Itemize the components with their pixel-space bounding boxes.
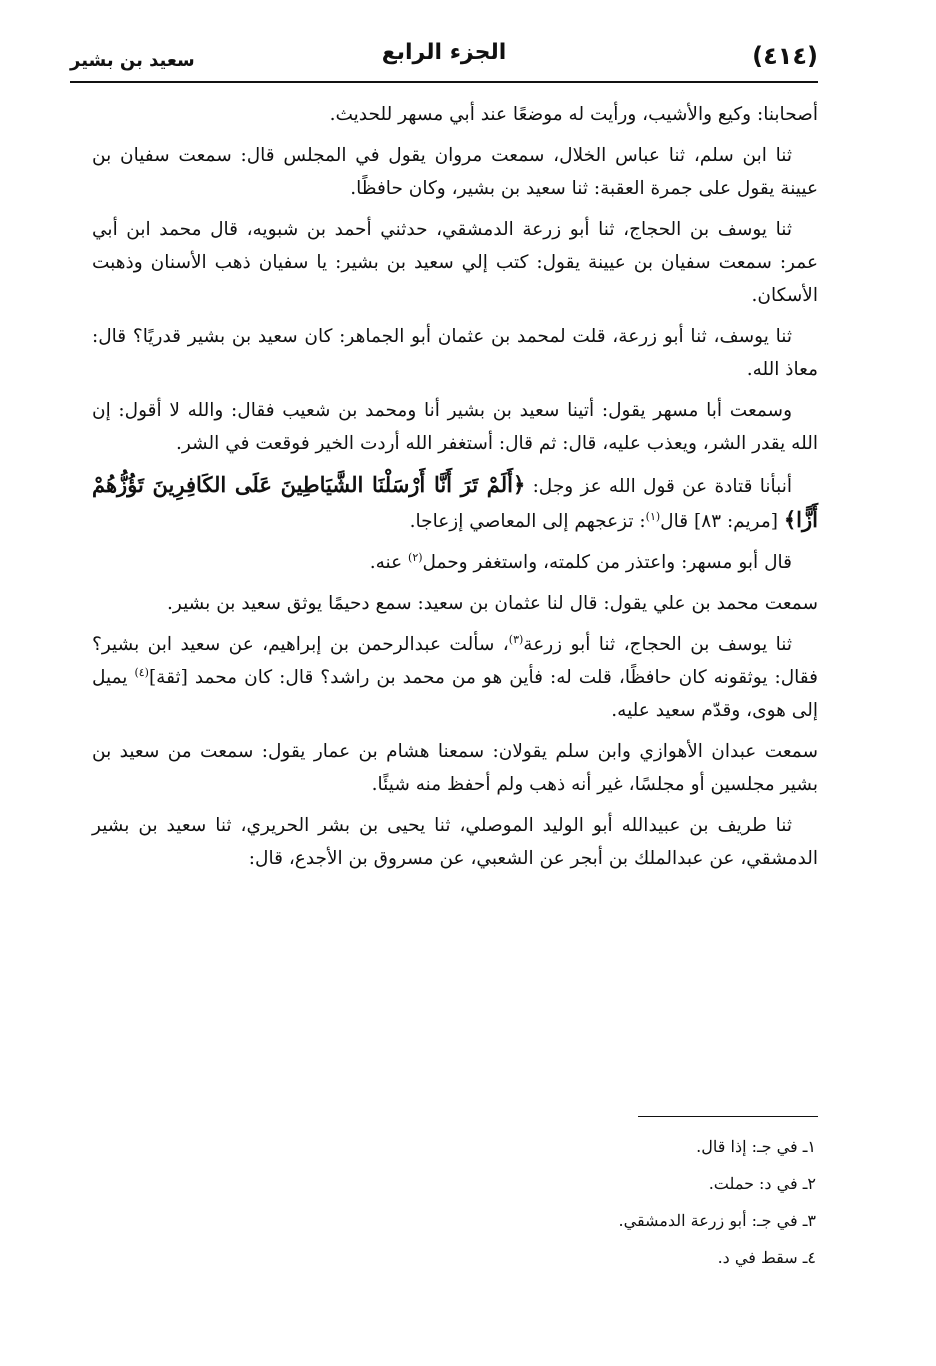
paragraph [92,546,818,579]
footnote: ١ـ في جـ: إذا قال. [696,1137,816,1156]
paragraph: ثنا طريف بن عبيدالله أبو الوليد الموصلي، ثنا يحيى بن بشر الحريري، ثنا سعيد بن بشير الدمشقي، عن عبدالملك بن أبجر عن الشعبي، عن مسروق بن الأجدع، قال: [92,815,818,869]
footnote: ٢ـ في د: حملت. [708,1174,816,1193]
footnote-marker: (٣) [508,632,524,646]
footnote: ٤ـ سقط في د. [717,1248,816,1267]
paragraph: وسمعت أبا مسهر يقول: أتينا سعيد بن بشير أنا ومحمد بن شعيب فقال: والله لا أقول: إن الله يقدر الشر، ويعذب عليه، قال: ثم قال: أستغفر الله أردت الخير فوقعت في الشر. [92,400,818,454]
quran-verse: ﴿أَلَمْ تَرَ أَنَّا أَرْسَلْنَا الشَّيَاطِينَ عَلَى الكَافِرِينَ تَؤُزُّهُمْ أَزًّا﴾ [92,472,818,532]
paragraph-text: يميل إلى هوى، وقدّم سعيد عليه. [92,667,818,721]
paragraph: ثنا ابن سلم، ثنا عباس الخلال، سمعت مروان يقول في المجلس قال: سمعت سفيان بن عيينة يقول على جمرة العقبة: ثنا سعيد بن بشير، وكان حافظًا. [92,145,818,199]
verse-reference: [مريم: ٨٣] قال [660,511,778,532]
header-rule [70,81,818,83]
paragraph: ثنا يوسف، ثنا أبو زرعة، قلت لمحمد بن عثمان أبو الجماهر: كان سعيد بن بشير قدريًا؟ قال: معاذ الله. [92,326,818,380]
footnotes [316,1128,816,1276]
part-title: الجزء الرابع [381,40,507,65]
paragraph: أصحابنا: وكيع والأشيب، ورأيت له موضعًا عند أبي مسهر للحديث. [329,104,818,125]
footnote: ٣ـ في جـ: أبو زرعة الدمشقي. [618,1211,816,1230]
paragraph-quran [92,468,818,538]
main-text [92,98,818,883]
paragraph-text: قال أبو مسهر: واعتذر من كلمته، واستغفر وحمل [422,552,792,573]
footnote-marker: (٤) [134,665,149,679]
paragraph: سمعت عبدان الأهوازي وابن سلم يقولان: سمعنا هشام بن عمار يقول: سمعت من سعيد بن بشير مجلسين أو مجلسًا، غير أنه ذهب ولم أحفظ منه شيئًا. [92,741,818,795]
paragraph-text: أنبأنا قتادة عن قول الله عز وجل: [532,476,792,497]
paragraph: سمعت محمد بن علي يقول: قال لنا عثمان بن سعيد: سمع دحيمًا يوثق سعيد بن بشير. [167,593,818,614]
paragraph: ثنا يوسف بن الحجاج، ثنا أبو زرعة الدمشقي، حدثني أحمد بن شبويه، قال محمد ابن أبي عمر: سمعت سفيان بن عيينة يقول: كتب إلي سعيد بن بشير: يا سفيان ذهب الأسنان وذهبت الأسكان. [92,219,818,306]
paragraph-text: : تزعجهم إلى المعاصي إزعاجا. [409,511,646,532]
subject-title: سعيد بن بشير [70,50,195,71]
footnote-marker: (١) [645,509,661,523]
footnote-marker: (٢) [408,550,423,564]
paragraph-text: ثنا يوسف بن الحجاج، ثنا أبو زرعة [523,634,792,655]
paragraph [92,628,818,727]
footnote-rule [638,1116,818,1117]
paragraph-text: عنه. [369,552,409,573]
paragraph-text: ، سألت عبدالرحمن بن إبراهيم، عن سعيد ابن بشير؟ فقال: يوثقونه كان حافظًا، قلت له: فأين هو من محمد بن راشد؟ قال: كان محمد [ثقة] [92,634,818,688]
running-header [70,38,818,78]
page-number: (٤١٤) [752,42,818,70]
